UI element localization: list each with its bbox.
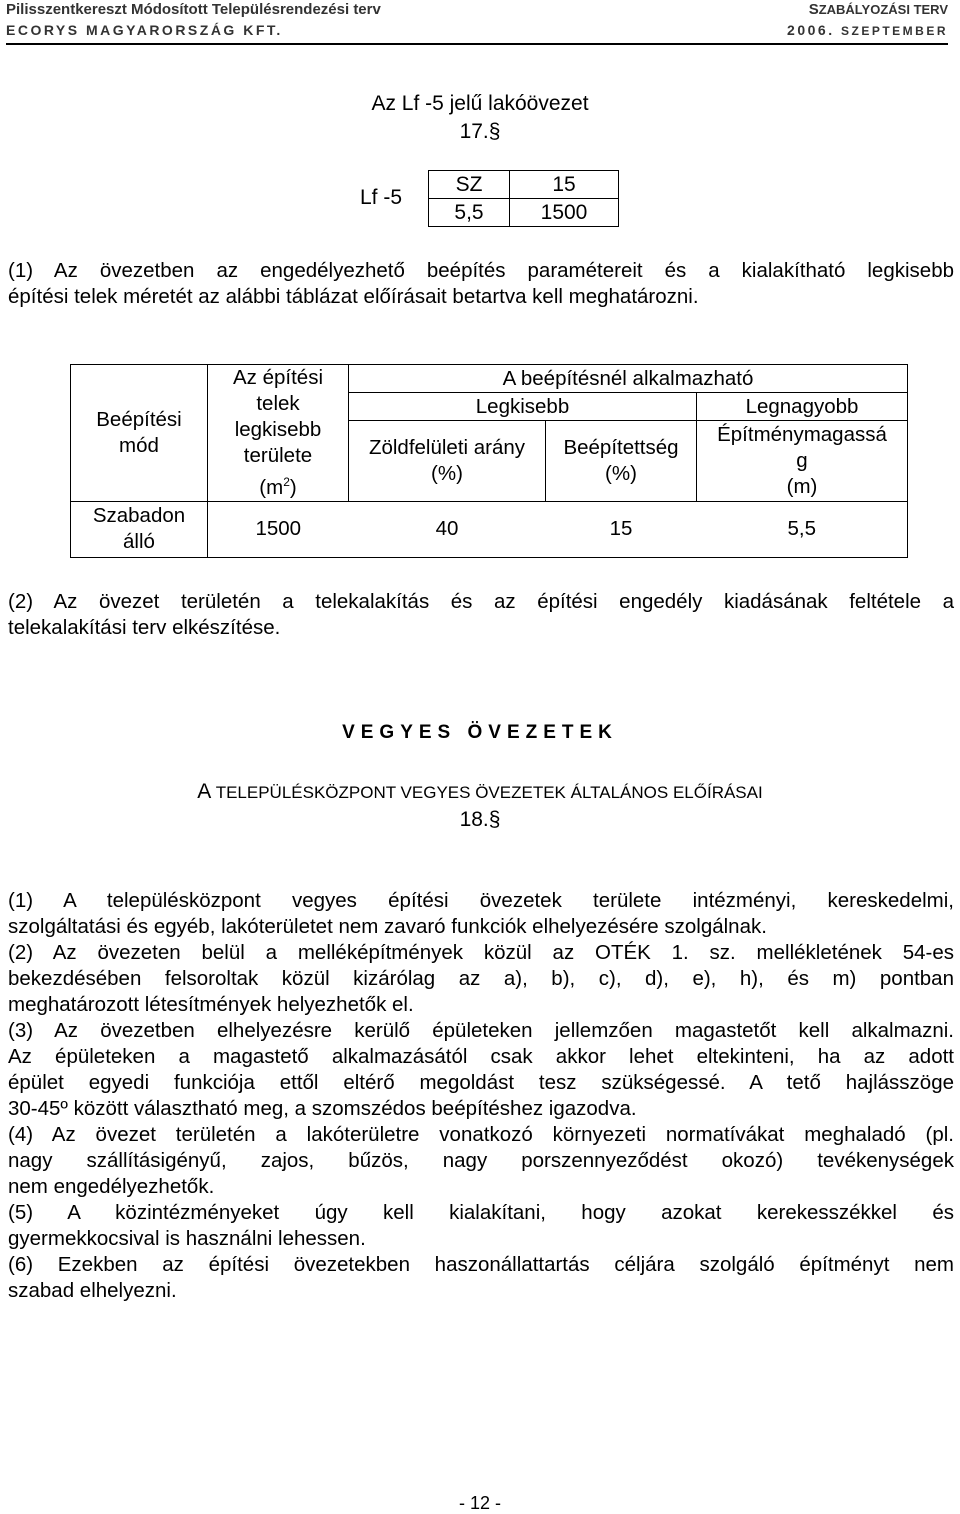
header-date-year: 2006.: [787, 22, 835, 38]
rule-line: nem engedélyezhetők.: [8, 1175, 215, 1198]
rule-item: [8, 1018, 954, 1122]
zone-summary-cell: 15: [510, 171, 619, 199]
zone-summary-table: [428, 170, 619, 227]
header-green-ratio-line-2: (%): [431, 462, 463, 486]
rule-line: (1) A településközpont vegyes építési övezetek területe intézményi, kereskedelmi,: [8, 889, 954, 912]
header-maximum: Legnagyobb: [697, 393, 908, 421]
paragraph-2-line-1: (2) Az övezet területén a telekalakítás és az építési engedély kiadásának feltétele a: [8, 590, 954, 613]
zone-summary-cell: 1500: [510, 199, 619, 227]
paragraph-2-line-2: telekalakítási terv elkészítése.: [8, 616, 281, 639]
header-min-plot-area-line-3: legkisebb: [234, 418, 322, 441]
rules-list: [8, 888, 954, 1304]
header-building-height-line-1: Építménymagassá: [717, 423, 887, 447]
header-min-plot-area-line-4: területe: [243, 444, 313, 467]
rule-line: épület egyedi funkciója ettől eltérő megoldást tesz szükségessé. A tető hajlásszöge: [8, 1071, 954, 1094]
table-row: [71, 501, 908, 557]
page-number: - 12 -: [458, 1493, 501, 1513]
rule-item: [8, 1122, 954, 1200]
zone-title: [0, 92, 960, 116]
zone-code: Lf -5: [360, 186, 403, 209]
rule-item: [8, 888, 954, 940]
header-coverage-line-1: Beépítettség: [563, 436, 679, 460]
header-applicable-group: A beépítésnél alkalmazható: [349, 365, 908, 393]
header-min-plot-area-unit-close: ): [289, 475, 297, 499]
header-green-ratio: [349, 421, 546, 502]
header-green-ratio-line-1: Zöldfelületi arány: [368, 436, 526, 460]
rule-line: meghatározott létesítmények helyezhetők el.: [8, 993, 414, 1016]
cell-green-ratio: 40: [349, 501, 546, 557]
header-building-height-line-3: (m): [786, 475, 818, 499]
rule-line: (4) Az övezet területén a lakóterületre vonatkozó környezeti normatívákat meghaladó (pl.: [8, 1123, 954, 1146]
rule-line: (6) Ezekben az építési övezetekben haszonállattartás céljára szolgáló építményt nem: [8, 1253, 954, 1276]
header-building-height-line-2: g: [796, 449, 808, 473]
paragraph-1: [8, 258, 954, 310]
cell-min-plot-area: 1500: [208, 501, 349, 557]
rule-item: [8, 940, 954, 1018]
rule-item: [8, 1200, 954, 1252]
cell-building-mode-line-1: Szabadon: [92, 504, 186, 528]
zone-section-number: 17.§: [459, 120, 501, 143]
section-subtitle-initial: A: [197, 780, 212, 803]
zone-summary-cell: 5,5: [429, 199, 510, 227]
header-coverage-line-2: (%): [605, 462, 637, 486]
header-min-plot-area-unit: (m: [259, 475, 284, 499]
section-number: 18.§: [459, 808, 501, 831]
header-min-plot-area-line-2: telek: [256, 392, 300, 415]
paragraph-1-line-1: (1) Az övezetben az engedélyezhető beépítés paramétereit és a kialakítható legkisebb: [8, 259, 954, 282]
section-subtitle-rest: TELEPÜLÉSKÖZPONT VEGYES ÖVEZETEK ÁLTALÁNOS ELŐÍRÁSAI: [215, 783, 763, 802]
zone-summary-row: [429, 171, 619, 199]
rule-line: nagy szállításigényű, zajos, bűzös, nagy porszennyeződést okozó) tevékenységek: [8, 1149, 954, 1172]
zone-summary-cell: SZ: [429, 171, 510, 199]
header-doc-type-rest: ZABÁLYOZÁSI TERV: [818, 2, 948, 17]
header-doc-type-initial: S: [808, 1, 819, 18]
rule-line: gyermekkocsival is használni lehessen.: [8, 1227, 366, 1250]
section-subtitle: [0, 780, 960, 804]
paragraph-2: [8, 589, 954, 641]
rule-line: (2) Az övezeten belül a melléképítmények közül az OTÉK 1. sz. mellékletének 54-es: [8, 941, 954, 964]
header-min-plot-area-superscript: 2: [283, 475, 290, 489]
section-title: VEGYES ÖVEZETEK: [342, 722, 618, 743]
rule-line: bekezdésében felsoroltak közül kizárólag az a), b), c), d), e), h), és m) pontban: [8, 967, 954, 990]
header-building-mode-line-1: Beépítési: [96, 407, 182, 431]
cell-building-height: 5,5: [697, 501, 908, 557]
header-min-plot-area-line-1: Az építési: [232, 366, 324, 389]
rule-line: (5) A közintézményeket úgy kell kialakítani, hogy azokat kerekesszékkel és: [8, 1201, 954, 1224]
rule-line: 30-45º között választható meg, a szomszédos beépítéshez igazodva.: [8, 1097, 637, 1120]
header-min-plot-area: [208, 365, 349, 502]
header-building-mode-line-2: mód: [119, 433, 159, 457]
rule-line: szabad elhelyezni.: [8, 1279, 177, 1302]
cell-building-mode: [71, 501, 208, 557]
header-date-month: SZEPTEMBER: [840, 24, 948, 38]
building-parameters-table: [70, 364, 908, 558]
zone-summary-row: [429, 199, 619, 227]
header-coverage: [546, 421, 697, 502]
header-building-height: [697, 421, 908, 502]
header-company: ECORYS MAGYARORSZÁG KFT.: [6, 22, 283, 38]
paragraph-1-line-2: építési telek méretét az alábbi táblázat előírásait betartva kell meghatározni.: [8, 285, 699, 308]
header-document-type: [809, 1, 948, 18]
rule-item: [8, 1252, 954, 1304]
header-date: [787, 22, 948, 38]
rule-line: szolgáltatási és egyéb, lakóterületet nem zavaró funkciók elhelyezésére szolgálnak.: [8, 915, 767, 938]
header-building-mode: [71, 365, 208, 502]
cell-coverage: 15: [546, 501, 697, 557]
header-document-title: Pilisszentkereszt Módosított Településrendezési terv: [6, 1, 381, 18]
header-minimum: Legkisebb: [349, 393, 697, 421]
header-divider: [6, 43, 948, 45]
zone-title-text: Az Lf -5 jelű lakóövezet: [371, 92, 589, 115]
cell-building-mode-line-2: álló: [123, 530, 155, 554]
rule-line: (3) Az övezetben elhelyezésre kerülő épületeken jellemzően magastetőt kell alkalmazni.: [8, 1019, 954, 1042]
rule-line: Az épületeken a magastető alkalmazásától csak akkor lehet eltekinteni, ha az adott: [8, 1045, 954, 1068]
